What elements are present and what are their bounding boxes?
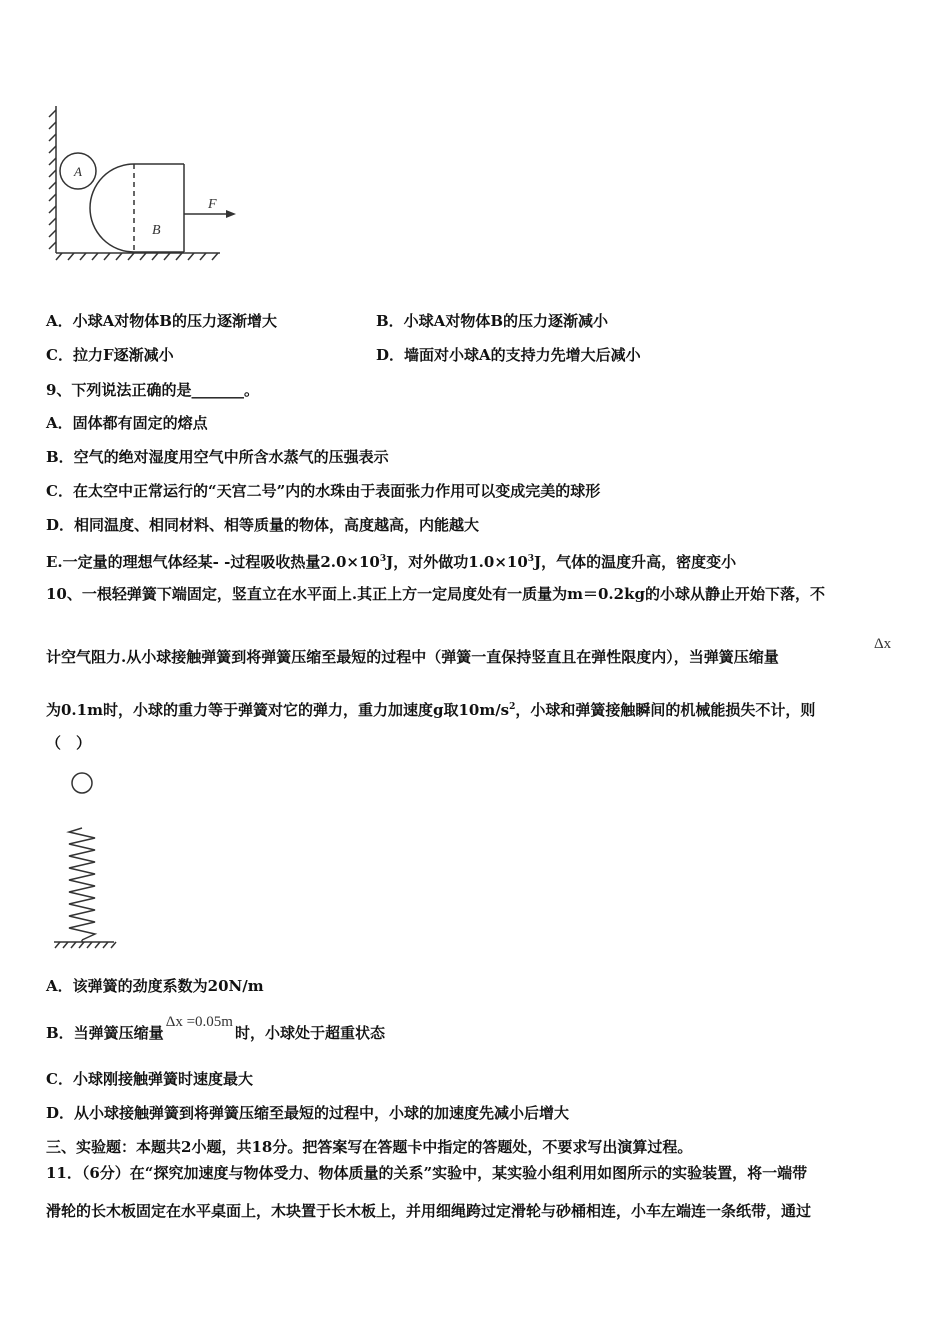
figure-ball-spring — [50, 770, 120, 955]
q8-option-c: C．拉力F逐渐减小 — [46, 346, 174, 364]
q9-option-c: C．在太空中正常运行的“天宫二号”内的水珠由于表面张力作用可以变成完美的球形 — [46, 482, 601, 500]
q9-option-b: B．空气的绝对湿度用空气中所含水蒸气的压强表示 — [46, 448, 389, 466]
b-math: Δx =0.05m — [165, 1014, 233, 1030]
q10-line-3: 为0.1m时，小球的重力等于弹簧对它的弹力，重力加速度g取$10m/s^2$，小球和弹簧接触瞬间的机械能损失不计，则 — [46, 701, 816, 719]
q9-option-a: A．固体都有固定的熔点 — [46, 414, 208, 432]
q8-option-b: B．小球A对物体B的压力逐渐减小 — [376, 312, 608, 330]
q11-line-1: 11．（6分）在“探究加速度与物体受力、物体质量的关系”实验中，某实验小组利用如图所示的实验装置，将一端带 — [46, 1164, 808, 1182]
q11-line-2: 滑轮的长木板固定在水平桌面上，木块置于长木板上，并用细绳跨过定滑轮与砂桶相连，小车左端连一条纸带，通过 — [46, 1202, 812, 1220]
q9-option-e: E.一定量的理想气体经某- -过程吸收热量$2.0\times 10^3J$，对外做功$1.0\times 10^3J$，气体的温度升高，密度变小 — [46, 553, 737, 571]
q10-option-c: C．小球刚接触弹簧时速度最大 — [46, 1070, 253, 1088]
q10-answer-paren: （ ） — [46, 734, 92, 752]
label-f: F — [208, 197, 217, 212]
delta-x-symbol: Δx — [874, 636, 892, 652]
section-3-heading: 三、实验题：本题共2小题，共18分。把答案写在答题卡中指定的答题处，不要求写出演算过程。 — [46, 1138, 693, 1156]
q9-option-d: D．相同温度、相同材料、相等质量的物体，高度越高，内能越大 — [46, 516, 480, 534]
q8-option-d: D．墙面对小球A的支持力先增大后减小 — [376, 346, 641, 364]
q10-option-d: D．从小球接触弹簧到将弹簧压缩至最短的过程中，小球的加速度先减小后增大 — [46, 1104, 570, 1122]
label-b: B — [152, 223, 161, 238]
q8-option-a: A．小球A对物体B的压力逐渐增大 — [46, 312, 277, 330]
q10-line-2: 计空气阻力.从小球接触弹簧到将弹簧压缩至最短的过程中（弹簧一直保持竖直且在弹性限度内），当弹簧压缩量 — [46, 648, 779, 666]
figure-ball-block-wall — [40, 100, 250, 265]
q9-stem: 9、下列说法正确的是_______。 — [46, 381, 259, 399]
q10-option-b: B．当弹簧压缩量Δx =0.05m时，小球处于超重状态 — [46, 1014, 385, 1042]
q10-line-1: 10、一根轻弹簧下端固定，竖直立在水平面上.其正上方一定局度处有一质量为m＝0.2kg的小球从静止开始下落，不 — [46, 585, 825, 603]
q10-option-a: A．该弹簧的劲度系数为20N/m — [46, 977, 264, 995]
label-a: A — [74, 164, 82, 179]
